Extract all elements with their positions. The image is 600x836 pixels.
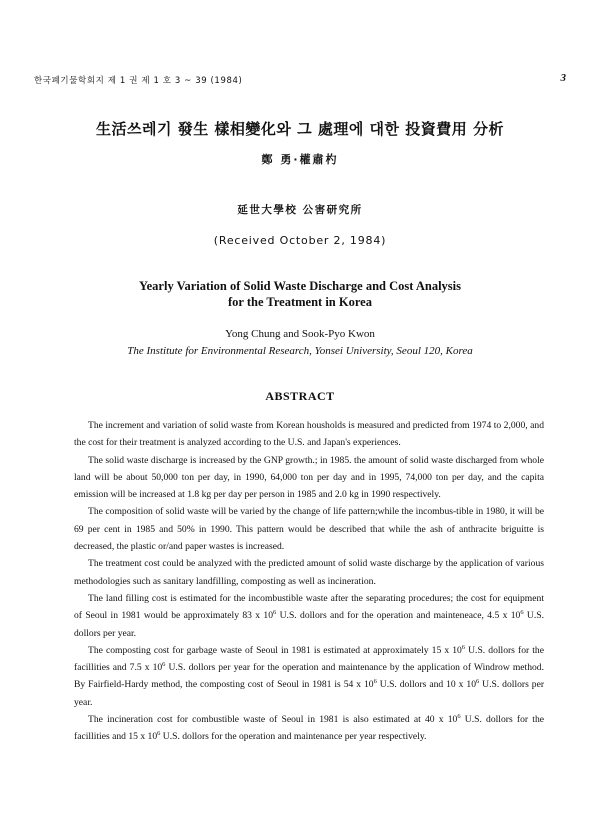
received-date: (Received October 2, 1984)	[213, 234, 387, 247]
text-run: U.S. dollors and 10 x 10	[376, 679, 476, 691]
text-run: The land filling cost is estimated for the incombustible waste after the separating procedures; the cost for equipment of Seoul in 1981 would be approximately 83 x 10	[74, 592, 544, 622]
superscript: 6	[373, 678, 377, 686]
korean-affiliation: 延世大學校 公害研究所	[237, 204, 363, 216]
text-run: U.S. dollors per year.	[74, 679, 545, 708]
superscript: 6	[273, 609, 277, 617]
superscript: 6	[476, 678, 480, 686]
page-number: 3	[560, 72, 566, 84]
superscript: 6	[520, 609, 524, 617]
english-authors: Yong Chung and Sook-Pyo Kwon	[225, 328, 375, 340]
text-run: The incineration cost for combustible waste of Seoul in 1981 is also estimated at 40 x 10	[88, 714, 458, 726]
text-run: The composting cost for garbage waste of Seoul in 1981 is estimated at approximately 15 x 10	[88, 644, 462, 656]
abstract-body	[74, 417, 544, 746]
abstract-paragraph	[74, 642, 544, 711]
text-run: U.S. dollors for the facillities and 15 x 10	[74, 714, 544, 743]
korean-title: 生活쓰레기 發生 樣相變化와 그 處理에 대한 投資費用 分析	[96, 120, 504, 138]
running-header: 한국폐기물학회지 제 1 권 제 1 호 3 ~ 39 (1984)	[34, 76, 243, 86]
text-run: U.S. dollors for the operation and maintenance per year respectively.	[160, 731, 427, 743]
english-title-line-1: Yearly Variation of Solid Waste Discharge and Cost Analysis	[138, 279, 462, 293]
text-run: U.S. dollors per year for the operation and maintenance by the application of Windrow method. By Fairfield-Hardy method, the composting cost of Seoul in 1981 is 54 x 10	[74, 662, 544, 691]
text-run: U.S. dollors and for the operation and mainteneace, 4.5 x 10	[276, 610, 521, 622]
abstract-paragraph	[74, 590, 544, 642]
superscript: 6	[157, 730, 161, 738]
english-affiliation: The Institute for Environmental Research, Yonsei University, Seoul 120, Korea	[127, 345, 473, 357]
text-run: U.S. dollors for the facillities and 7.5 x 10	[74, 644, 544, 674]
abstract-paragraph	[74, 711, 544, 746]
english-title	[0, 278, 600, 310]
text-run: U.S. dollors per year.	[74, 610, 544, 639]
superscript: 6	[461, 643, 466, 651]
abstract-paragraph: The treatment cost could be analyzed with the predicted amount of solid waste discharge by the application of various methodologies such as sanitary landfilling, composting as well as incineration.	[74, 558, 544, 587]
abstract-paragraph: The composition of solid waste will be varied by the change of life pattern;while the incombus-tible in 1980, it will be 69 per cent in 1985 and 50% in 1990. This pattern would be described that while the ash of anthracite briguitte is decreased, the plastic or/and paper wastes is increased.	[74, 506, 544, 553]
abstract-paragraph: The solid waste discharge is increased by the GNP growth.; in 1985. the amount of solid waste discharged from whole land will be about 50,000 ton per day, in 1990, 64,000 ton per day and in 1995, 74,000 ton per day, and the capita emission will be increased at 1.8 kg per day per person in 1985 and 2.0 kg in 1990 respectively.	[74, 454, 544, 501]
abstract-paragraph: The increment and variation of solid waste from Korean housholds is measured and predicted from 1974 to 2,000, and the cost for their treatment is analyzed according to the U.S. and Japan's experiences.	[74, 420, 544, 449]
superscript: 6	[457, 712, 461, 720]
abstract-heading: ABSTRACT	[265, 389, 335, 403]
english-title-line-2: for the Treatment in Korea	[228, 295, 372, 309]
superscript: 6	[162, 660, 166, 668]
korean-authors: 鄭 勇·權肅杓	[261, 153, 339, 166]
